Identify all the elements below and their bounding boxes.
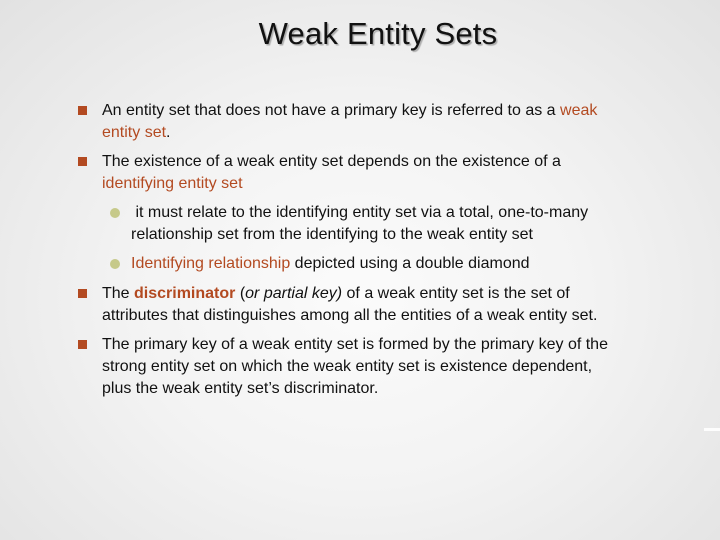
bullet-3-line-1: The discriminator (or partial key) of a weak entity set is the set of (102, 285, 570, 302)
bullet-3-line-2: attributes that distinguishes among all the entities of a weak entity set. (102, 307, 598, 324)
bullet-2-line-1: The existence of a weak entity set depends on the existence of a (102, 153, 561, 170)
sub-bullet-1-line-1: it must relate to the identifying entity set via a total, one-to-many (131, 204, 589, 221)
square-bullet-icon (78, 340, 87, 349)
bullet-2-line-2: identifying entity set (102, 175, 243, 192)
sub-bullet-item-1 (131, 202, 691, 246)
bullet-4-line-3: plus the weak entity set’s discriminator. (102, 380, 379, 397)
bullet-1-line-1: An entity set that does not have a primary key is referred to as a weak (102, 102, 598, 119)
square-bullet-icon (78, 289, 87, 298)
bullet-4-line-1: The primary key of a weak entity set is formed by the primary key of the (102, 336, 608, 353)
circle-bullet-icon (110, 259, 120, 269)
slide-title: Weak Entity Sets (258, 16, 498, 51)
bullet-1-line-2: entity set. (102, 124, 171, 141)
sub-bullet-2-line-1: Identifying relationship depicted using a double diamond (131, 255, 530, 272)
square-bullet-icon (78, 106, 87, 115)
bullet-item-4 (102, 334, 702, 400)
bullet-item-2 (102, 151, 692, 195)
square-bullet-icon (78, 157, 87, 166)
sub-bullet-item-2 (131, 253, 691, 275)
circle-bullet-icon (110, 208, 120, 218)
edge-decoration (704, 428, 720, 431)
bullet-4-line-2: strong entity set on which the weak entity set is existence dependent, (102, 358, 593, 375)
bullet-item-1 (102, 100, 692, 144)
sub-bullet-1-line-2: relationship set from the identifying to the weak entity set (131, 226, 533, 243)
bullet-item-3 (102, 283, 702, 327)
